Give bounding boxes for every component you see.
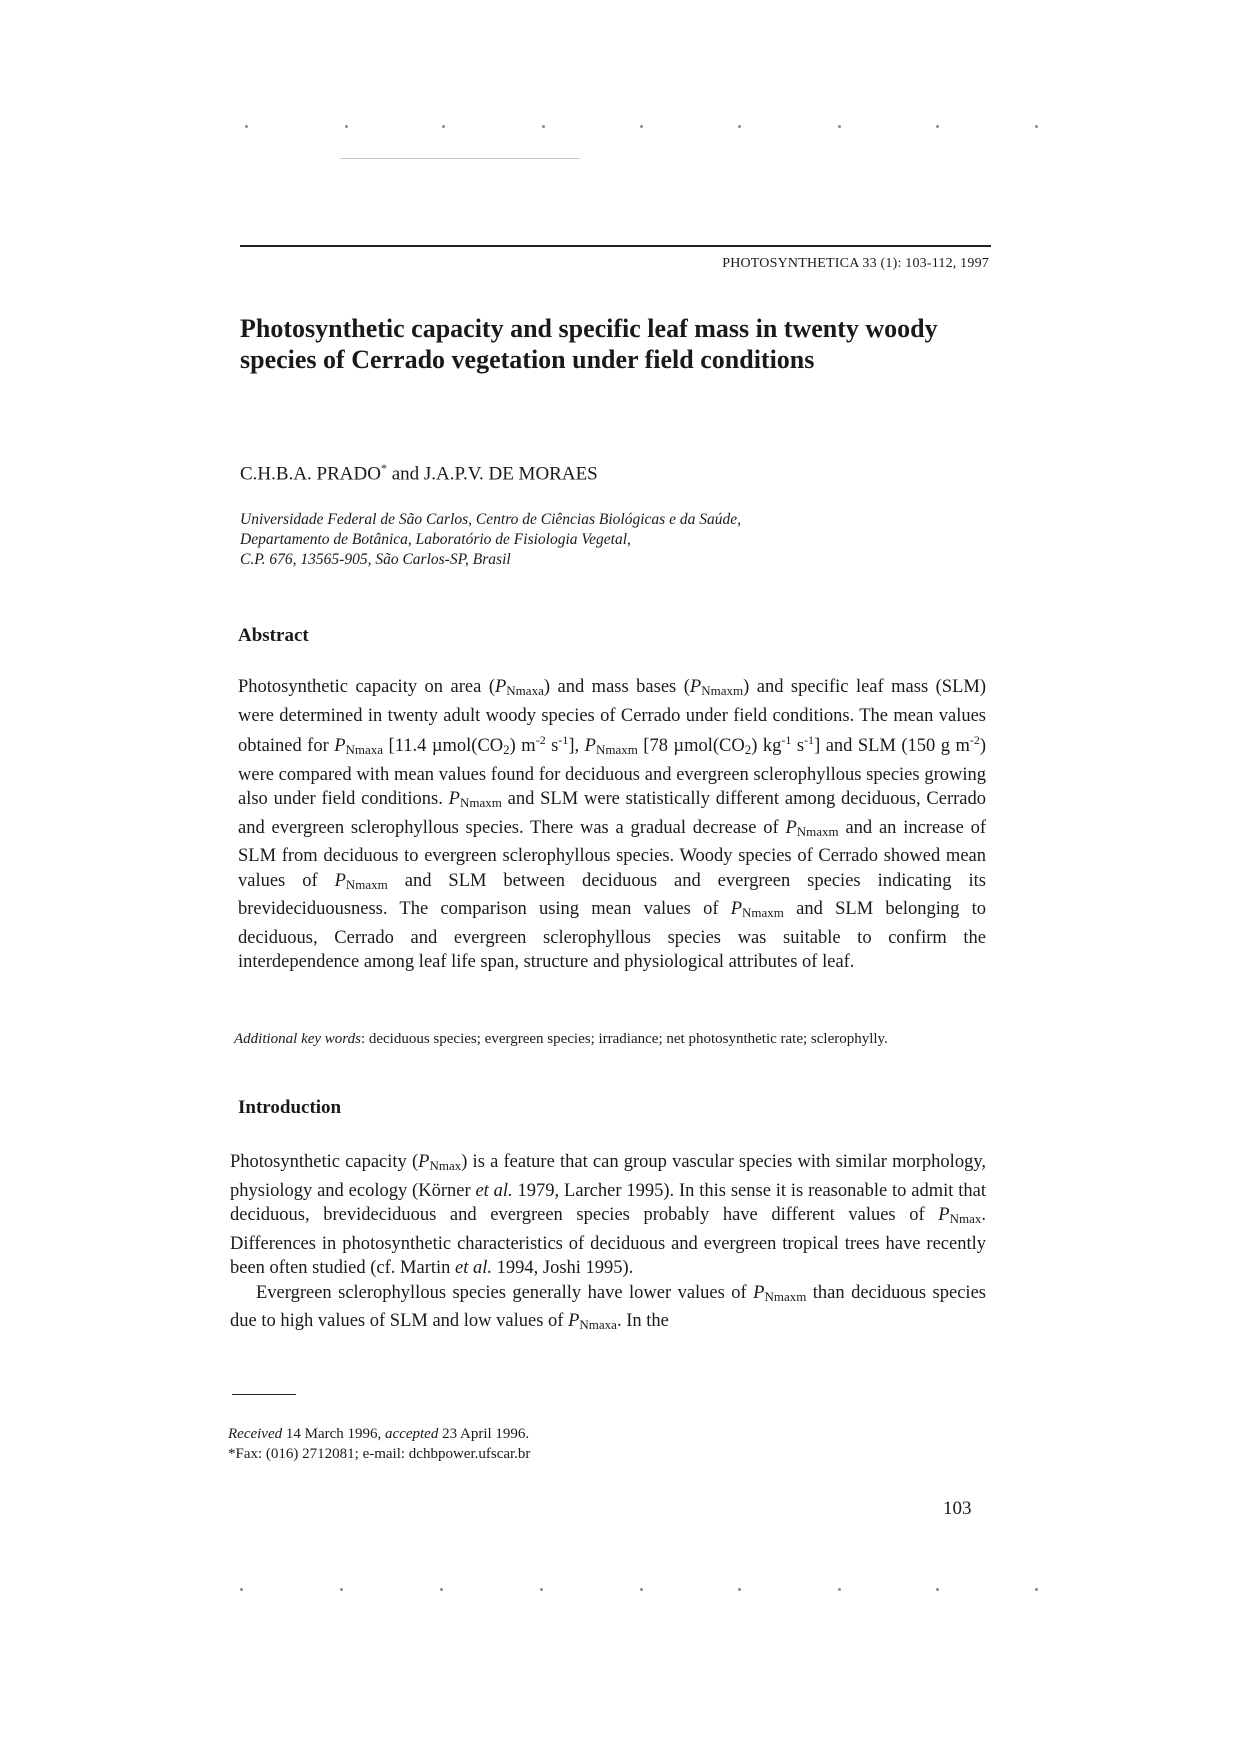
keywords-text: : deciduous species; evergreen species; irradiance; net photosynthetic rate; sclerophylly. — [360, 1031, 888, 1047]
author-rest: and J.A.P.V. DE MORAES — [386, 463, 598, 485]
abstract-heading: Abstract — [238, 625, 309, 646]
introduction-body — [230, 1150, 986, 1338]
scan-artifact-bottom — [0, 1588, 1241, 1608]
keywords-label: Additional key words — [234, 1031, 361, 1047]
header-rule — [240, 245, 991, 247]
abstract-body: Photosynthetic capacity on area $(P_{Nmaxa})$ and mass bases $(P_{Nmaxm})$ and specific leaf mass (SLM) were determined in twenty adult woody species of Cerrado under field conditions. The mean values obtained for $P_{Nmaxa}$ [11.4 $\mu mol(CO_2)$ $m^{-2}$ $s^{-1}$], $P_{Nmaxm}$ [78 $\mu mol(CO_2)$ $kg^{-1}$ $s^{-1}$] and SLM (150 g $m^{-2}$) were compared with mean values found for deciduous and evergreen sclerophyllous species growing also under field conditions. $P_{Nmaxm}$ and SLM were statistically different among deciduous, Cerrado and evergreen sclerophyllous species. There was a gradual decrease of $P_{Nmaxm}$ and an increase of SLM from deciduous to evergreen sclerophyllous species. Woody species of Cerrado showed mean values of $P_{Nmaxm}$ and SLM between deciduous and evergreen species indicating its brevideciduousness. The comparison using mean values of $P_{Nmaxm}$ and SLM belonging to deciduous, Cerrado and evergreen sclerophyllous species was suitable to confirm the interdependence among leaf life span, structure and physiological attributes of leaf. — [238, 677, 987, 972]
author-footnote-mark: * — [380, 461, 387, 475]
journal-header: PHOTOSYNTHETICA 33 (1): 103-112, 1997 — [722, 256, 989, 271]
paper-title: Photosynthetic capacity and specific leaf mass in twenty woody species of Cerrado vegetation under field conditions — [240, 314, 938, 374]
affiliation-line: C.P. 676, 13565-905, São Carlos-SP, Brasil — [240, 551, 511, 568]
author-first: C.H.B.A. PRADO — [240, 463, 381, 485]
intro-paragraph: Photosynthetic capacity $(P_{Nmax})$ is a feature that can group vascular species with similar morphology, physiology and ecology (Körner et al. 1979, Larcher 1995). In this sense it is reasonable to admit that deciduous, brevideciduous and evergreen species probably have different values of $P_{Nmax}$. Differences in photosynthetic characteristics of deciduous and evergreen tropical trees have recently been often studied (cf. Martin et al. 1994, Joshi 1995). — [230, 1152, 986, 1278]
footnotes — [228, 1424, 530, 1464]
page-number: 103 — [943, 1498, 972, 1519]
affiliation-line: Universidade Federal de São Carlos, Centro de Ciências Biológicas e da Saúde, — [240, 511, 741, 528]
intro-paragraph: Evergreen sclerophyllous species generally have lower values of $P_{Nmaxm}$ than deciduous species due to high values of SLM and low values of $P_{Nmaxa}$. In the — [230, 1282, 986, 1332]
footnote-rule — [232, 1394, 296, 1395]
keywords — [234, 1030, 986, 1049]
affiliation-line: Departamento de Botânica, Laboratório de Fisiologia Vegetal, — [240, 531, 631, 548]
affiliation — [240, 510, 960, 570]
contact-line: *Fax: (016) 2712081; e-mail: dchbpower.ufscar.br — [228, 1446, 531, 1462]
author-line — [240, 461, 598, 485]
scan-artifact-line — [340, 158, 580, 159]
received-line: Received 14 March 1996, accepted 23 April 1996. — [228, 1426, 530, 1442]
scan-artifact-top — [0, 125, 1241, 145]
introduction-heading: Introduction — [238, 1097, 342, 1118]
